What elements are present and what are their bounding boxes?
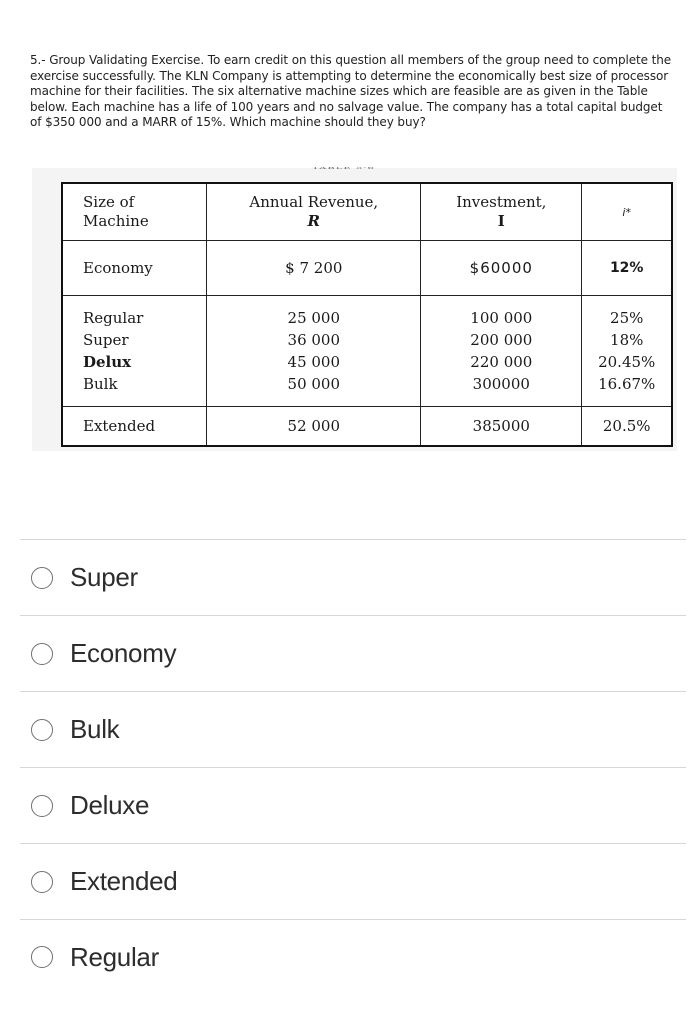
cell-irr-bulk: 16.67% <box>598 375 656 393</box>
table-row-extended <box>62 407 672 447</box>
table-header-row <box>62 183 672 241</box>
radio-button[interactable] <box>31 643 53 665</box>
option-deluxe[interactable] <box>20 767 686 843</box>
question-text: 5.- Group Validating Exercise. To earn credit on this question all members of the group need to complete the exercise successfully. The KLN Company is attempting to determine the economically best size of processor machine for their facilities. The six alternative machine sizes which are feasible are as given in the Table below. Each machine has a life of 100 years and no salvage value. The company has a total capital budget of $350 000 and a MARR of 15%. Which machine should they buy? <box>30 53 672 130</box>
header-size <box>62 183 207 241</box>
cell-investment-regular: 100 000 <box>470 309 533 327</box>
radio-button[interactable] <box>31 946 53 968</box>
radio-button[interactable] <box>31 871 53 893</box>
header-size-line2: Machine <box>83 212 149 230</box>
cell-investment-bulk: 300000 <box>472 375 530 393</box>
option-label[interactable]: Bulk <box>70 714 120 744</box>
cell-extended-revenue: 52 000 <box>207 407 421 447</box>
option-super[interactable] <box>20 539 686 615</box>
cell-revenue-regular: 25 000 <box>287 309 341 327</box>
option-label[interactable]: Super <box>70 562 138 592</box>
header-revenue-line1: Annual Revenue, <box>249 193 379 211</box>
cell-economy-name: Economy <box>62 241 207 296</box>
cell-irr-super: 18% <box>610 331 644 349</box>
header-size-line1: Size of <box>83 193 135 211</box>
cell-irr-regular: 25% <box>610 309 644 327</box>
header-revenue-line2: R <box>307 212 321 230</box>
cell-group-revenues <box>207 296 421 407</box>
table-caption: TABLE 5-6 <box>312 167 375 170</box>
cell-extended-name: Extended <box>62 407 207 447</box>
cell-economy-revenue: $ 7 200 <box>207 241 421 296</box>
cell-name-delux: Delux <box>83 353 132 371</box>
cell-revenue-super: 36 000 <box>287 331 341 349</box>
answer-options <box>20 539 686 994</box>
option-label[interactable]: Regular <box>70 941 159 972</box>
cell-group-names <box>62 296 207 407</box>
header-investment-line1: Investment, <box>456 193 547 211</box>
cell-name-super: Super <box>83 331 129 349</box>
option-label[interactable]: Economy <box>70 638 177 668</box>
header-investment-line2: I <box>497 212 505 230</box>
header-investment <box>421 183 582 241</box>
cell-revenue-delux: 45 000 <box>287 353 341 371</box>
cell-extended-investment: 385000 <box>421 407 582 447</box>
header-revenue <box>207 183 421 241</box>
option-extended[interactable] <box>20 843 686 919</box>
machine-table <box>61 182 673 447</box>
option-label[interactable]: Extended <box>70 866 178 896</box>
cell-name-regular: Regular <box>83 309 144 327</box>
cell-economy-irr: 12% <box>582 241 672 296</box>
cell-group-investments <box>421 296 582 407</box>
cell-group-irrs <box>582 296 672 407</box>
cell-irr-delux: 20.45% <box>598 353 656 371</box>
table-row-group <box>62 296 672 407</box>
radio-button[interactable] <box>31 795 53 817</box>
header-irr-label: i* <box>622 206 631 219</box>
cell-investment-delux: 220 000 <box>470 353 533 371</box>
cell-name-bulk: Bulk <box>83 375 118 393</box>
option-bulk[interactable] <box>20 691 686 767</box>
cell-economy-investment: $60000 <box>421 241 582 296</box>
cell-investment-super: 200 000 <box>470 331 533 349</box>
option-economy[interactable] <box>20 615 686 691</box>
table-image <box>32 168 677 451</box>
cell-extended-irr: 20.5% <box>582 407 672 447</box>
radio-button[interactable] <box>31 719 53 741</box>
radio-button[interactable] <box>31 567 53 589</box>
cell-revenue-bulk: 50 000 <box>287 375 341 393</box>
option-regular[interactable] <box>20 919 686 994</box>
table-row-economy <box>62 241 672 296</box>
header-irr <box>582 183 672 241</box>
option-label[interactable]: Deluxe <box>70 790 150 820</box>
